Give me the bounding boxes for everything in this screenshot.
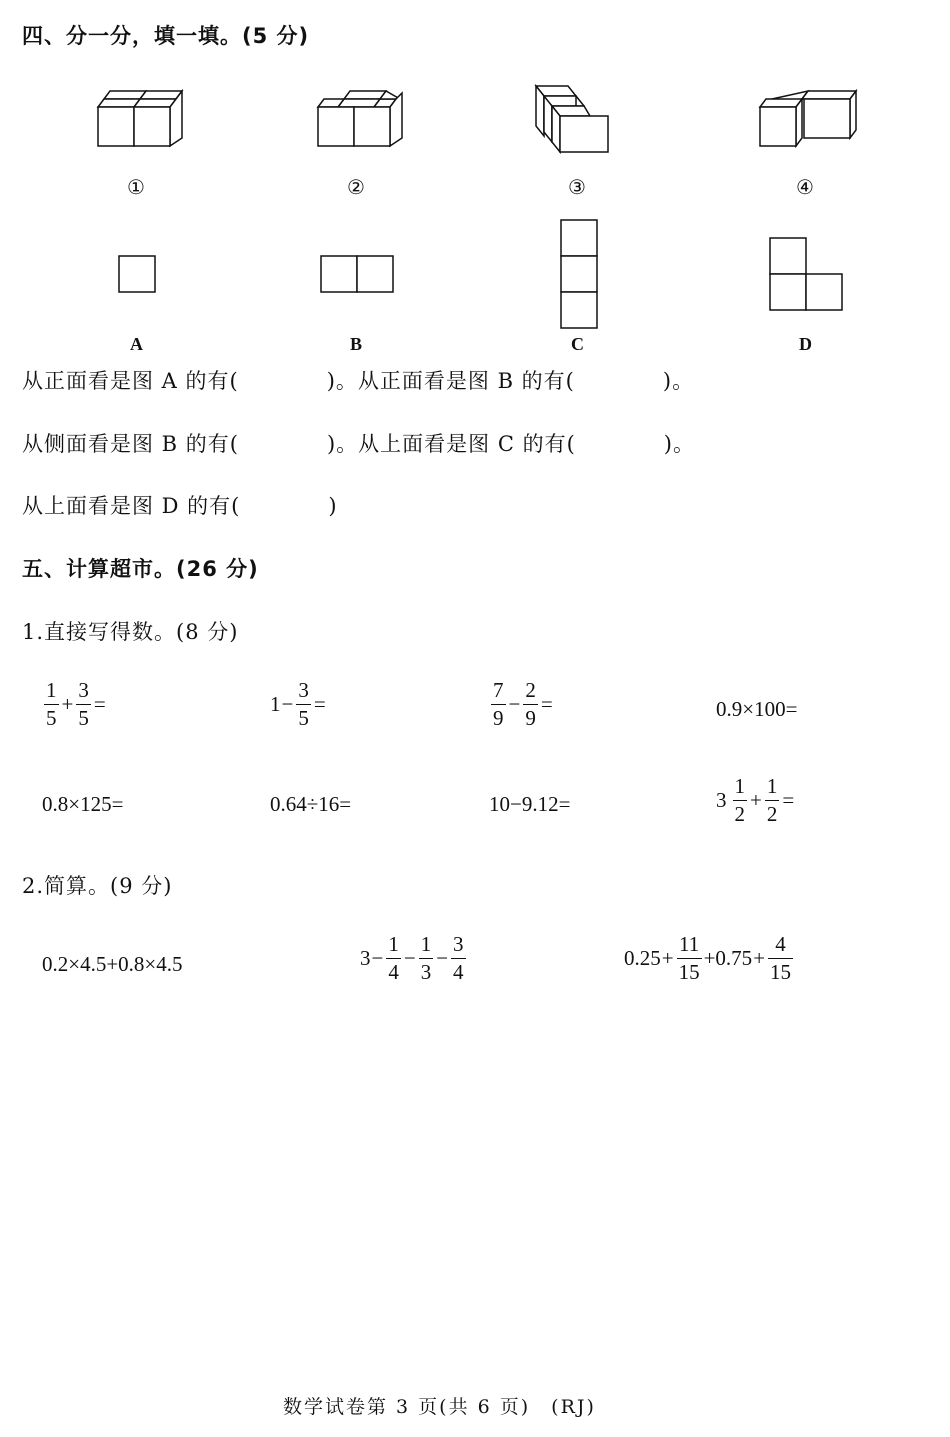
- cube-figure-1: [90, 85, 190, 155]
- figure-number-2: ②: [347, 175, 365, 199]
- simplify-1: 0.2×4.5+0.8×4.5: [42, 952, 183, 976]
- question-side-b-top-c: 从侧面看是图 B 的有( )。从上面看是图 C 的有( )。: [22, 432, 695, 456]
- page-footer: 数学试卷第 3 页(共 6 页) (RJ): [283, 1396, 596, 1418]
- figure-number-1: ①: [127, 175, 145, 199]
- calc-1-1: $\frac{1}{5}$ + $\frac{3}{5}$ =: [46, 678, 106, 730]
- section-5-title: 五、计算超市。(26 分): [22, 557, 259, 581]
- calc-1-4: 0.9×100=: [716, 697, 798, 721]
- question-front-a-b: 从正面看是图 A 的有( )。从正面看是图 B 的有( )。: [22, 369, 695, 393]
- question-top-d: 从上面看是图 D 的有( ): [22, 494, 338, 518]
- view-label-b: B: [350, 334, 363, 354]
- calc-2-1: 0.8×125=: [42, 792, 124, 816]
- calc-2-4: 3 $\frac{1}{2}$ + $\frac{1}{2}$ =: [716, 774, 795, 826]
- cube-figure-2: [310, 85, 410, 155]
- part-2-title: 2.简算。(9 分): [22, 874, 173, 898]
- view-label-d: D: [799, 334, 812, 354]
- calc-1-3: $\frac{7}{9}$ − $\frac{2}{9}$ =: [493, 678, 553, 730]
- figure-number-3: ③: [568, 175, 586, 199]
- simplify-3: 0.25 + $\frac{11}{15}$ +0.75 + $\frac{4}{15}$: [624, 932, 792, 984]
- calc-2-3: 10−9.12=: [489, 792, 571, 816]
- calc-1-2: 1 − $\frac{3}{5}$ =: [270, 678, 326, 730]
- calc-2-2: 0.64÷16=: [270, 792, 352, 816]
- cube-figure-4: [752, 85, 862, 155]
- section-4-title: 四、分一分，填一填。(5 分): [22, 24, 310, 48]
- view-c-shape: [560, 219, 600, 331]
- cube-figure-3: [528, 80, 618, 160]
- view-label-c: C: [571, 334, 584, 354]
- part-1-title: 1.直接写得数。(8 分): [22, 620, 239, 644]
- figure-number-4: ④: [796, 175, 814, 199]
- view-a-shape: [118, 255, 158, 295]
- simplify-2: 3 − $\frac{1}{4}$ − $\frac{1}{3}$ − $\frac{3}{4}$: [360, 932, 464, 984]
- view-d-shape: [769, 237, 847, 313]
- view-label-a: A: [130, 334, 143, 354]
- view-b-shape: [320, 255, 396, 295]
